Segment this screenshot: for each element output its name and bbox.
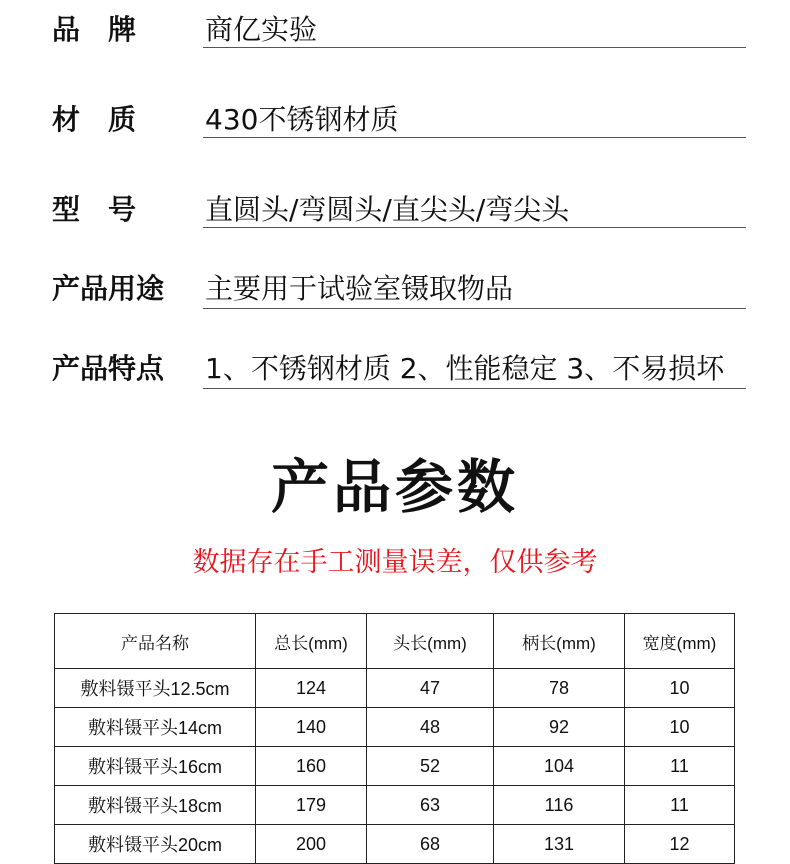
spec-value: 商亿实验	[205, 13, 318, 46]
table-cell: 10	[625, 708, 735, 747]
spec-value: 直圆头/弯圆头/直尖头/弯尖头	[205, 193, 570, 226]
table-header-row	[55, 614, 735, 669]
table-row	[55, 786, 735, 825]
table-cell: 200	[256, 825, 367, 864]
spec-label: 型 号	[52, 193, 137, 226]
divider	[203, 137, 746, 138]
table-cell: 47	[367, 669, 494, 708]
column-header: 总长(mm)	[256, 614, 367, 669]
table-row	[55, 747, 735, 786]
table-cell: 12	[625, 825, 735, 864]
table-row	[55, 669, 735, 708]
table-cell: 敷料镊平头18cm	[55, 786, 256, 825]
table-cell: 116	[494, 786, 625, 825]
spec-row-brand	[0, 0, 790, 90]
table-cell: 48	[367, 708, 494, 747]
table-cell: 68	[367, 825, 494, 864]
table-row	[55, 708, 735, 747]
table-cell: 63	[367, 786, 494, 825]
spec-label: 材 质	[52, 103, 137, 136]
table-cell: 78	[494, 669, 625, 708]
table-cell: 敷料镊平头20cm	[55, 825, 256, 864]
table-cell: 131	[494, 825, 625, 864]
spec-value: 430不锈钢材质	[205, 103, 399, 136]
spec-row-features	[0, 343, 790, 433]
table-cell: 敷料镊平头14cm	[55, 708, 256, 747]
column-header: 产品名称	[55, 614, 256, 669]
divider	[203, 47, 746, 48]
table-cell: 92	[494, 708, 625, 747]
table-cell: 11	[625, 747, 735, 786]
table-cell: 敷料镊平头12.5cm	[55, 669, 256, 708]
spec-row-model	[0, 180, 790, 270]
spec-row-usage	[0, 263, 790, 353]
divider	[203, 308, 746, 309]
column-header: 宽度(mm)	[625, 614, 735, 669]
disclaimer-note: 数据存在手工测量误差，仅供参考	[192, 547, 598, 578]
spec-label: 产品特点	[52, 352, 165, 385]
spec-value: 1、不锈钢材质 2、性能稳定 3、不易损坏	[205, 352, 725, 385]
column-header: 柄长(mm)	[494, 614, 625, 669]
spec-row-material	[0, 90, 790, 180]
spec-value: 主要用于试验室镊取物品	[205, 272, 514, 305]
table-cell: 敷料镊平头16cm	[55, 747, 256, 786]
table-cell: 140	[256, 708, 367, 747]
table-cell: 179	[256, 786, 367, 825]
divider	[203, 227, 746, 228]
table-cell: 124	[256, 669, 367, 708]
table-cell: 11	[625, 786, 735, 825]
spec-label: 产品用途	[52, 272, 165, 305]
table-cell: 160	[256, 747, 367, 786]
table-row	[55, 825, 735, 864]
table-cell: 104	[494, 747, 625, 786]
section-title: 产品参数	[270, 453, 519, 521]
params-table	[54, 613, 735, 864]
spec-label: 品 牌	[52, 13, 137, 46]
divider	[203, 388, 746, 389]
column-header: 头长(mm)	[367, 614, 494, 669]
table-cell: 52	[367, 747, 494, 786]
table-cell: 10	[625, 669, 735, 708]
